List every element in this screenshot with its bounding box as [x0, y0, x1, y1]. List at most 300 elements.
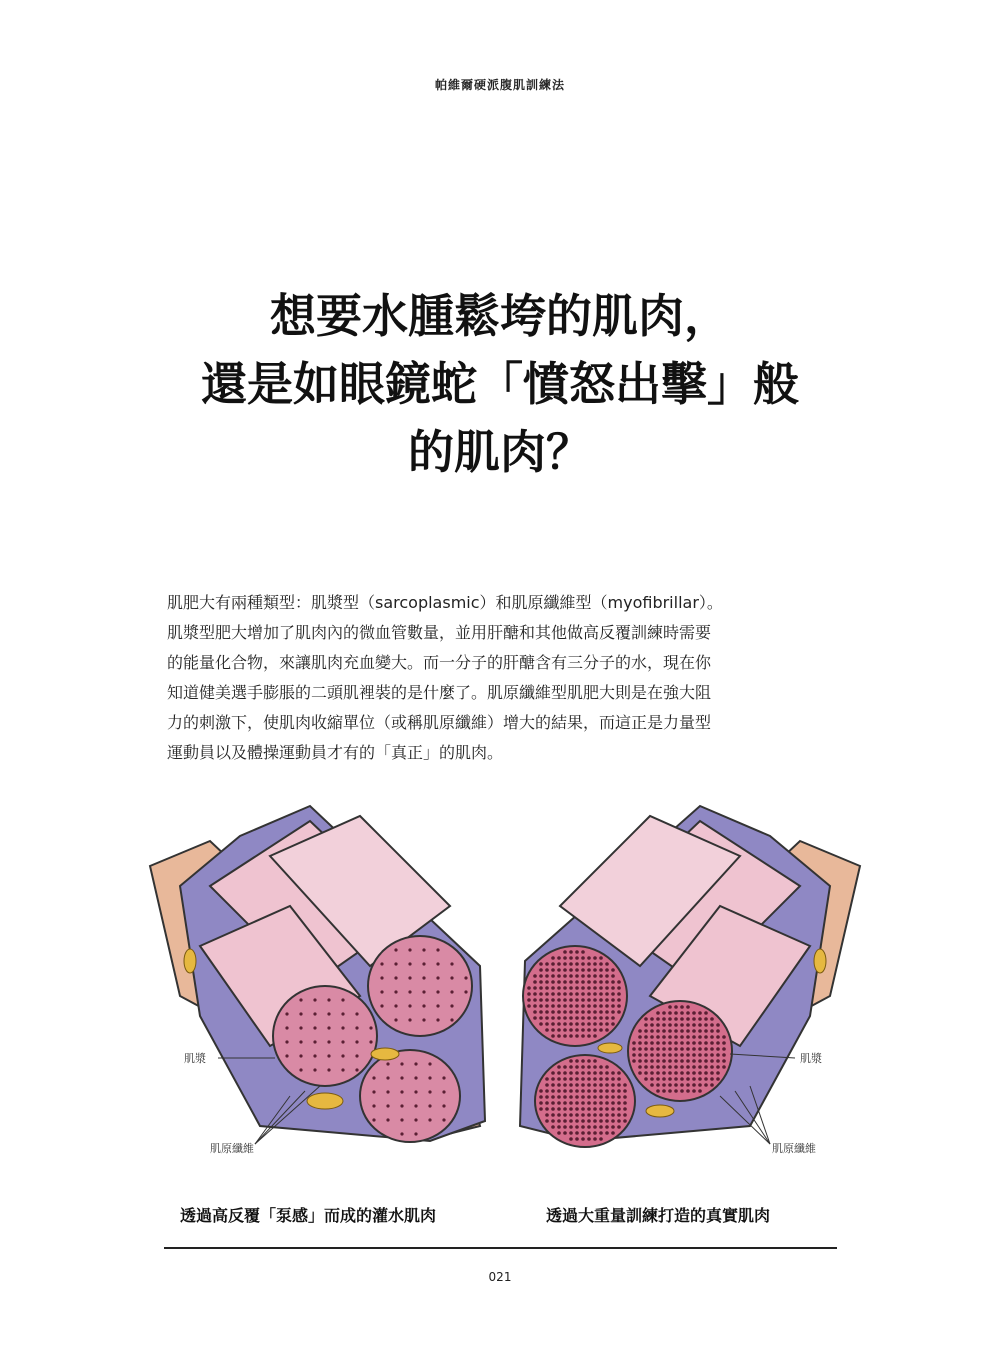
myofibril-dot — [605, 1010, 609, 1014]
myofibril-dot — [557, 974, 561, 978]
myofibril-dot — [575, 962, 579, 966]
myofibril-dot — [587, 1119, 591, 1123]
myofibril-dot — [581, 1077, 585, 1081]
myofibril-dot — [569, 974, 573, 978]
myofibril-dot — [692, 1077, 696, 1081]
myofibril-dot — [650, 1029, 654, 1033]
myofibril-dot — [704, 1023, 708, 1027]
myofibril-dot — [557, 992, 561, 996]
myofibril-dot — [551, 1077, 555, 1081]
myofibril-dot — [593, 974, 597, 978]
myofibril-dot — [680, 1089, 684, 1093]
myofibril-dot — [581, 962, 585, 966]
myofibril-dot — [569, 1071, 573, 1075]
myofibril-dot — [611, 998, 615, 1002]
myofibril-dot — [587, 1022, 591, 1026]
myofibril-dot — [722, 1035, 726, 1039]
myofibril-dot — [545, 962, 549, 966]
myofibril-dot — [569, 968, 573, 972]
myofibril-dot — [563, 1016, 567, 1020]
myofibril-dot — [575, 1119, 579, 1123]
myofibril-dot — [551, 1010, 555, 1014]
myofibril-dot — [386, 1104, 389, 1107]
myofibril-dot — [698, 1035, 702, 1039]
mitochondrion — [184, 949, 196, 973]
myofibril-dot — [698, 1089, 702, 1093]
myofibril-dot — [581, 1022, 585, 1026]
myofibril-dot — [680, 1047, 684, 1051]
title-line-2: 還是如眼鏡蛇「憤怒出擊」般 — [201, 357, 799, 411]
myofibril-dot — [686, 1011, 690, 1015]
myofibril-dot — [593, 1107, 597, 1111]
myofibril-dot — [539, 1022, 543, 1026]
myofibril-dot — [710, 1041, 714, 1045]
myofibril-dot — [611, 1089, 615, 1093]
myofibril-dot — [668, 1029, 672, 1033]
myofibril-dot — [355, 1068, 358, 1071]
myofibril-dot — [386, 1118, 389, 1121]
right-fiber-cross-section — [535, 1055, 635, 1147]
myofibril-dot — [710, 1065, 714, 1069]
myofibril-dot — [593, 962, 597, 966]
myofibril-dot — [680, 1053, 684, 1057]
myofibril-dot — [698, 1041, 702, 1045]
myofibril-dot — [611, 986, 615, 990]
myofibril-dot — [394, 1004, 397, 1007]
myofibril-dot — [436, 962, 439, 965]
myofibril-dot — [581, 980, 585, 984]
myofibril-dot — [605, 1083, 609, 1087]
myofibril-dot — [644, 1059, 648, 1063]
myofibril-dot — [650, 1035, 654, 1039]
myofibril-dot — [599, 1016, 603, 1020]
myofibril-dot — [587, 1113, 591, 1117]
body-line: 肌肥大有兩種類型：肌漿型（sarcoplasmic）和肌原纖維型（myofibrillar）。 — [167, 593, 723, 612]
myofibril-dot — [400, 1076, 403, 1079]
myofibril-dot — [587, 1034, 591, 1038]
myofibril-dot — [575, 998, 579, 1002]
myofibril-dot — [605, 1004, 609, 1008]
myofibril-dot — [355, 1040, 358, 1043]
mitochondrion — [598, 1043, 622, 1053]
myofibril-dot — [545, 1022, 549, 1026]
myofibril-dot — [533, 986, 537, 990]
myofibril-dot — [650, 1071, 654, 1075]
myofibril-dot — [527, 1004, 531, 1008]
myofibril-dot — [686, 1071, 690, 1075]
myofibril-dot — [539, 1016, 543, 1020]
myofibril-dot — [611, 992, 615, 996]
myofibril-dot — [674, 1053, 678, 1057]
myofibril-dot — [386, 1090, 389, 1093]
myofibril-dot — [581, 974, 585, 978]
myofibril-dot — [698, 1065, 702, 1069]
myofibril-dot — [716, 1053, 720, 1057]
myofibril-dot — [611, 1125, 615, 1129]
myofibril-dot — [557, 1071, 561, 1075]
myofibril-dot — [569, 1010, 573, 1014]
myofibril-dot — [422, 1018, 425, 1021]
myofibril-dot — [442, 1118, 445, 1121]
myofibril-dot — [698, 1059, 702, 1063]
title-line-3: 的肌肉？ — [408, 425, 592, 479]
myofibril-dot — [599, 1010, 603, 1014]
myofibril-dot — [557, 1131, 561, 1135]
myofibril-dot — [617, 1095, 621, 1099]
myofibril-dot — [662, 1065, 666, 1069]
myofibril-dot — [662, 1023, 666, 1027]
myofibril-dot — [674, 1029, 678, 1033]
myofibril-dot — [593, 980, 597, 984]
title-line-1: 想要水腫鬆垮的肌肉， — [270, 289, 730, 343]
myofibril-dot — [533, 1004, 537, 1008]
myofibril-dot — [442, 1104, 445, 1107]
myofibril-dot — [428, 1104, 431, 1107]
myofibril-dot — [341, 1012, 344, 1015]
myofibril-dot — [527, 992, 531, 996]
myofibril-dot — [611, 1016, 615, 1020]
running-head: 帕維爾硬派腹肌訓練法 — [434, 78, 565, 92]
myofibril-dot — [557, 998, 561, 1002]
myofibril-dot — [611, 1119, 615, 1123]
myofibril-dot — [599, 1004, 603, 1008]
myofibril-dot — [414, 1104, 417, 1107]
myofibril-dot — [692, 1029, 696, 1033]
myofibril-dot — [581, 1083, 585, 1087]
myofibril-dot — [686, 1065, 690, 1069]
page-number: 021 — [488, 1270, 512, 1284]
myofibril-dot — [587, 1065, 591, 1069]
myofibril-dot — [593, 1083, 597, 1087]
myofibril-dot — [436, 1018, 439, 1021]
myofibril-dot — [408, 1004, 411, 1007]
myofibril-dot — [650, 1059, 654, 1063]
myofibril-dot — [386, 1062, 389, 1065]
myofibril-dot — [686, 1059, 690, 1063]
myofibril-dot — [369, 1040, 372, 1043]
myofibril-dot — [551, 1034, 555, 1038]
myofibril-dot — [400, 1132, 403, 1135]
myofibril-dot — [716, 1047, 720, 1051]
myofibril-dot — [545, 1010, 549, 1014]
myofibril-dot — [355, 1054, 358, 1057]
myofibril-dot — [313, 1026, 316, 1029]
myofibril-dot — [593, 1028, 597, 1032]
myofibril-dot — [593, 956, 597, 960]
myofibril-dot — [587, 968, 591, 972]
myofibril-dot — [662, 1089, 666, 1093]
myofibril-dot — [527, 986, 531, 990]
muscle-illustration — [140, 796, 870, 1176]
myofibril-dot — [599, 1107, 603, 1111]
myofibril-dot — [545, 992, 549, 996]
myofibril-dot — [545, 974, 549, 978]
myofibril-dot — [533, 980, 537, 984]
myofibril-dot — [557, 968, 561, 972]
myofibril-dot — [599, 1125, 603, 1129]
myofibril-dot — [704, 1065, 708, 1069]
myofibril-dot — [704, 1041, 708, 1045]
myofibril-dot — [680, 1005, 684, 1009]
myofibril-dot — [394, 1018, 397, 1021]
sarcoplasmic-bundle — [150, 806, 485, 1155]
myofibril-dot — [313, 998, 316, 1001]
myofibril-dot — [569, 956, 573, 960]
myofibril-dot — [716, 1065, 720, 1069]
myofibril-dot — [581, 1101, 585, 1105]
myofibril-dot — [551, 968, 555, 972]
myofibril-dot — [656, 1029, 660, 1033]
myofibril-dot — [563, 974, 567, 978]
myofibril-dot — [656, 1047, 660, 1051]
right-fiber-cross-section — [628, 1001, 732, 1101]
myofibril-dot — [704, 1035, 708, 1039]
myofibril-dot — [686, 1083, 690, 1087]
myofibril-dot — [623, 1119, 627, 1123]
myofibril-dot — [539, 1089, 543, 1093]
myofibril-dot — [539, 1095, 543, 1099]
myofibril-dot — [569, 1125, 573, 1129]
myofibril-dot — [674, 1017, 678, 1021]
myofibril-dot — [692, 1047, 696, 1051]
mitochondrion — [307, 1093, 343, 1109]
myofibril-dot — [581, 1016, 585, 1020]
myofibril-dot — [539, 1101, 543, 1105]
myofibril-dot — [605, 1113, 609, 1117]
myofibril-dot — [644, 1029, 648, 1033]
myofibril-dot — [656, 1053, 660, 1057]
myofibril-dot — [581, 1107, 585, 1111]
myofibril-dot — [674, 1005, 678, 1009]
myofibril-dot — [593, 1004, 597, 1008]
myofibril-dot — [605, 1016, 609, 1020]
myofibril-dot — [545, 1101, 549, 1105]
myofibril-dot — [656, 1071, 660, 1075]
myofibril-dot — [674, 1011, 678, 1015]
myofibril-dot — [551, 1107, 555, 1111]
myofibril-dot — [587, 1125, 591, 1129]
myofibril-dot — [551, 1022, 555, 1026]
myofibril-dot — [644, 1047, 648, 1051]
myofibril-dot — [710, 1047, 714, 1051]
myofibril-dot — [692, 1023, 696, 1027]
myofibril-dot — [686, 1089, 690, 1093]
myofibril-dot — [650, 1083, 654, 1087]
myofibril-dot — [698, 1029, 702, 1033]
myofibril-dot — [611, 1010, 615, 1014]
myofibril-dot — [617, 1107, 621, 1111]
myofibril-dot — [563, 1089, 567, 1093]
myofibril-dot — [599, 956, 603, 960]
myofibril-dot — [692, 1053, 696, 1057]
myofibril-dot — [593, 992, 597, 996]
myofibril-dot — [587, 1095, 591, 1099]
myofibril-dot — [299, 1012, 302, 1015]
myofibril-dot — [704, 1077, 708, 1081]
myofibril-dot — [299, 998, 302, 1001]
myofibril-dot — [545, 1016, 549, 1020]
myofibril-dot — [605, 962, 609, 966]
myofibril-dot — [617, 1077, 621, 1081]
myofibril-dot — [704, 1071, 708, 1075]
myofibril-dot — [593, 1113, 597, 1117]
myofibril-dot — [605, 1028, 609, 1032]
myofibril-dot — [716, 1023, 720, 1027]
myofibril-dot — [545, 1119, 549, 1123]
myofibril-dot — [557, 1107, 561, 1111]
myofibril-dot — [569, 992, 573, 996]
myofibril-dot — [557, 962, 561, 966]
myofibril-dot — [414, 1090, 417, 1093]
myofibril-dot — [575, 1125, 579, 1129]
myofibril-dot — [680, 1023, 684, 1027]
myofibril-dot — [400, 1062, 403, 1065]
myofibril-dot — [581, 1089, 585, 1093]
myofibril-dot — [617, 992, 621, 996]
myofibril-dot — [674, 1083, 678, 1087]
myofibril-dot — [692, 1017, 696, 1021]
myofibril-dot — [680, 1011, 684, 1015]
myofibril-dot — [575, 956, 579, 960]
myofibril-dot — [527, 998, 531, 1002]
myofibril-dot — [551, 998, 555, 1002]
myofibril-dot — [668, 1089, 672, 1093]
myofibril-dot — [617, 1113, 621, 1117]
myofibril-dot — [575, 1131, 579, 1135]
left-fiber-cross-section — [360, 1050, 460, 1142]
myofibril-dot — [611, 968, 615, 972]
myofibril-dot — [716, 1077, 720, 1081]
myofibril-dot — [674, 1089, 678, 1093]
myofibril-dot — [593, 1071, 597, 1075]
myofibrillar-bundle — [520, 806, 860, 1155]
myofibril-dot — [394, 990, 397, 993]
myofibril-dot — [551, 1083, 555, 1087]
myofibril-dot — [341, 998, 344, 1001]
myofibril-dot — [380, 976, 383, 979]
myofibril-dot — [450, 1018, 453, 1021]
myofibril-dot — [593, 986, 597, 990]
myofibril-dot — [662, 1011, 666, 1015]
myofibril-dot — [575, 1107, 579, 1111]
myofibril-dot — [422, 962, 425, 965]
myofibril-dot — [605, 980, 609, 984]
myofibril-dot — [341, 1068, 344, 1071]
myofibril-dot — [539, 998, 543, 1002]
myofibril-dot — [569, 1059, 573, 1063]
myofibril-dot — [575, 1077, 579, 1081]
myofibril-dot — [285, 1012, 288, 1015]
myofibril-dot — [545, 1077, 549, 1081]
myofibril-dot — [569, 1119, 573, 1123]
myofibril-dot — [557, 980, 561, 984]
myofibril-dot — [341, 1054, 344, 1057]
myofibril-dot — [587, 998, 591, 1002]
myofibril-dot — [313, 1068, 316, 1071]
myofibril-dot — [551, 1016, 555, 1020]
myofibril-dot — [557, 1089, 561, 1093]
myofibril-dot — [674, 1077, 678, 1081]
myofibril-dot — [656, 1023, 660, 1027]
myofibril-dot — [569, 1034, 573, 1038]
myofibril-dot — [716, 1035, 720, 1039]
myofibril-dot — [680, 1083, 684, 1087]
myofibril-dot — [545, 1028, 549, 1032]
myofibril-dot — [644, 1041, 648, 1045]
myofibril-dot — [605, 1107, 609, 1111]
myofibril-dot — [327, 1026, 330, 1029]
myofibril-dot — [299, 1026, 302, 1029]
myofibril-dot — [662, 1083, 666, 1087]
myofibril-dot — [716, 1041, 720, 1045]
myofibril-dot — [686, 1047, 690, 1051]
myofibril-dot — [698, 1053, 702, 1057]
myofibril-dot — [436, 990, 439, 993]
myofibril-dot — [599, 1137, 603, 1141]
myofibril-dot — [638, 1041, 642, 1045]
myofibril-dot — [593, 968, 597, 972]
myofibril-dot — [686, 1017, 690, 1021]
myofibril-dot — [710, 1017, 714, 1021]
myofibril-dot — [605, 1065, 609, 1069]
myofibril-dot — [710, 1029, 714, 1033]
myofibril-dot — [710, 1083, 714, 1087]
mitochondrion — [371, 1048, 399, 1060]
myofibril-dot — [638, 1047, 642, 1051]
myofibril-dot — [617, 1101, 621, 1105]
myofibril-dot — [428, 1090, 431, 1093]
myofibril-dot — [557, 986, 561, 990]
body-line: 運動員以及體操運動員才有的「真正」的肌肉。 — [167, 743, 504, 762]
myofibril-dot — [680, 1029, 684, 1033]
myofibril-dot — [704, 1059, 708, 1063]
myofibril-dot — [569, 980, 573, 984]
myofibril-dot — [593, 998, 597, 1002]
myofibril-dot — [551, 1101, 555, 1105]
myofibril-dot — [692, 1035, 696, 1039]
myofibril-dot — [644, 1023, 648, 1027]
myofibril-dot — [704, 1029, 708, 1033]
myofibril-dot — [668, 1071, 672, 1075]
left-label-sarcoplasm: 肌漿 — [184, 1052, 206, 1065]
myofibril-dot — [400, 1090, 403, 1093]
myofibril-dot — [563, 998, 567, 1002]
myofibril-dot — [698, 1011, 702, 1015]
myofibril-dot — [422, 976, 425, 979]
myofibril-dot — [414, 1132, 417, 1135]
myofibril-dot — [581, 1010, 585, 1014]
myofibril-dot — [605, 1119, 609, 1123]
myofibril-dot — [557, 1125, 561, 1129]
myofibril-dot — [710, 1059, 714, 1063]
myofibril-dot — [563, 986, 567, 990]
myofibril-dot — [605, 1101, 609, 1105]
myofibril-dot — [380, 990, 383, 993]
myofibril-dot — [599, 992, 603, 996]
myofibril-dot — [575, 968, 579, 972]
myofibril-dot — [716, 1029, 720, 1033]
myofibril-dot — [644, 1035, 648, 1039]
myofibril-dot — [369, 1026, 372, 1029]
myofibril-dot — [545, 1004, 549, 1008]
myofibril-dot — [599, 980, 603, 984]
myofibril-dot — [617, 1010, 621, 1014]
myofibril-dot — [563, 1083, 567, 1087]
myofibril-dot — [545, 1089, 549, 1093]
myofibril-dot — [593, 1059, 597, 1063]
myofibril-dot — [563, 1101, 567, 1105]
myofibril-dot — [563, 1071, 567, 1075]
